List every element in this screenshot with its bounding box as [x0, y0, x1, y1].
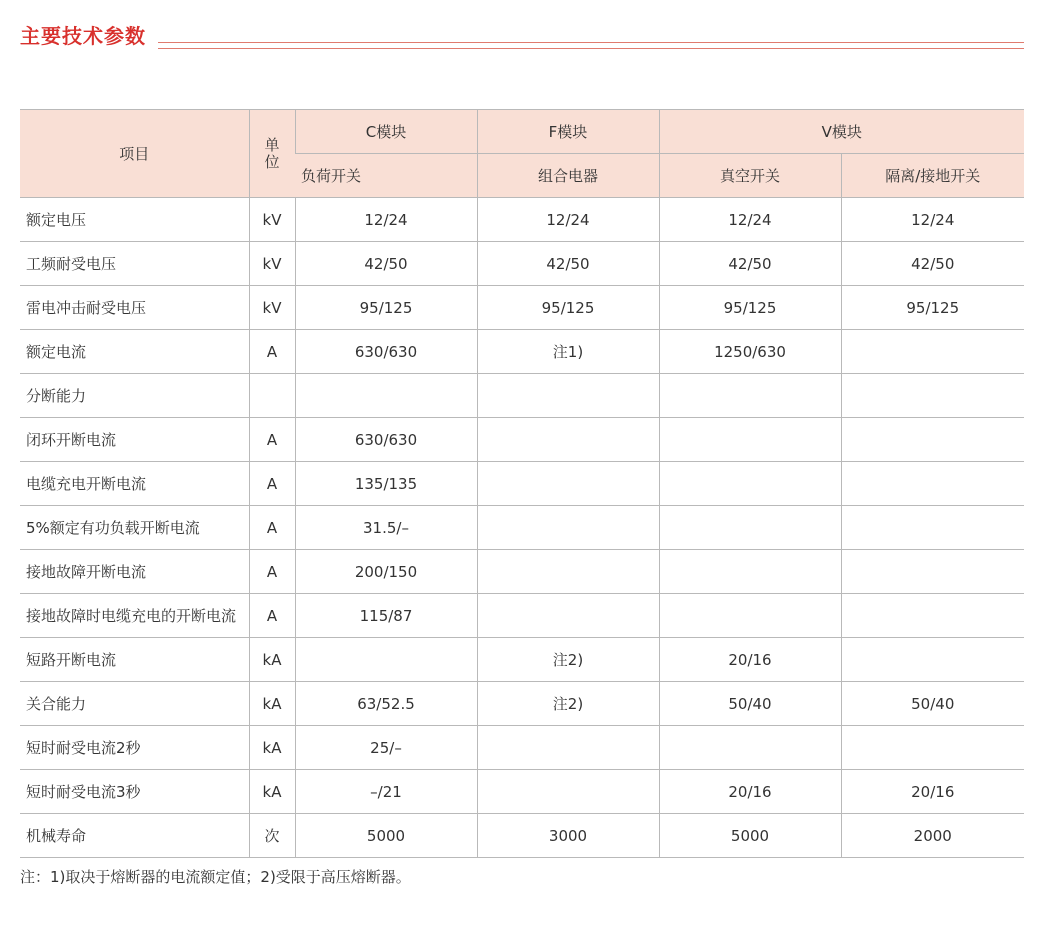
row-item: 短时耐受电流2秒	[20, 726, 249, 770]
table-row	[20, 770, 1024, 814]
row-item: 雷电冲击耐受电压	[20, 286, 249, 330]
table-row	[20, 462, 1024, 506]
subheader-vacuum-switch: 真空开关	[659, 154, 841, 198]
subheader-isolating-earthing: 隔离/接地开关	[841, 154, 1024, 198]
cell-v-vacuum: 42/50	[659, 242, 841, 286]
cell-v-isolating	[841, 462, 1024, 506]
table-row	[20, 286, 1024, 330]
cell-c-module	[295, 374, 477, 418]
cell-v-vacuum: 20/16	[659, 770, 841, 814]
row-item: 工频耐受电压	[20, 242, 249, 286]
cell-c-module: 5000	[295, 814, 477, 858]
cell-f-module	[477, 462, 659, 506]
section-title-bar	[20, 18, 1024, 52]
cell-v-isolating: 95/125	[841, 286, 1024, 330]
cell-v-vacuum	[659, 506, 841, 550]
cell-v-vacuum	[659, 726, 841, 770]
cell-v-isolating: 50/40	[841, 682, 1024, 726]
table-row	[20, 550, 1024, 594]
table-row	[20, 418, 1024, 462]
table-row	[20, 330, 1024, 374]
row-item: 额定电压	[20, 198, 249, 242]
footnote: 注：1)取决于熔断器的电流额定值；2)受限于高压熔断器。	[20, 868, 411, 886]
cell-f-module	[477, 726, 659, 770]
row-item: 接地故障时电缆充电的开断电流	[20, 594, 249, 638]
row-unit: A	[249, 330, 295, 374]
group-header-f: F模块	[477, 110, 659, 154]
subheader-combination: 组合电器	[477, 154, 659, 198]
group-header-v: V模块	[659, 110, 1024, 154]
row-unit: kV	[249, 286, 295, 330]
cell-c-module: 630/630	[295, 330, 477, 374]
cell-v-isolating	[841, 506, 1024, 550]
cell-c-module: –/21	[295, 770, 477, 814]
row-unit: A	[249, 462, 295, 506]
cell-f-module	[477, 506, 659, 550]
table-row	[20, 682, 1024, 726]
cell-v-isolating	[841, 330, 1024, 374]
table-row	[20, 374, 1024, 418]
row-item: 电缆充电开断电流	[20, 462, 249, 506]
table-header-row	[20, 110, 1024, 154]
cell-f-module: 3000	[477, 814, 659, 858]
cell-f-module: 12/24	[477, 198, 659, 242]
cell-f-module: 42/50	[477, 242, 659, 286]
table-row	[20, 198, 1024, 242]
cell-c-module: 31.5/–	[295, 506, 477, 550]
row-unit: kA	[249, 682, 295, 726]
cell-v-isolating	[841, 638, 1024, 682]
row-item: 机械寿命	[20, 814, 249, 858]
cell-f-module	[477, 374, 659, 418]
row-unit: kV	[249, 242, 295, 286]
row-item: 闭环开断电流	[20, 418, 249, 462]
cell-f-module	[477, 594, 659, 638]
cell-f-module	[477, 770, 659, 814]
row-unit: A	[249, 550, 295, 594]
row-item: 5%额定有功负载开断电流	[20, 506, 249, 550]
table-row	[20, 242, 1024, 286]
cell-v-vacuum	[659, 550, 841, 594]
cell-f-module: 95/125	[477, 286, 659, 330]
cell-c-module: 200/150	[295, 550, 477, 594]
row-unit: kA	[249, 726, 295, 770]
item-column-header: 项目	[20, 110, 249, 198]
row-item: 分断能力	[20, 374, 249, 418]
spec-table	[20, 109, 1024, 858]
cell-v-vacuum	[659, 594, 841, 638]
cell-c-module: 95/125	[295, 286, 477, 330]
row-item: 短路开断电流	[20, 638, 249, 682]
row-item: 短时耐受电流3秒	[20, 770, 249, 814]
row-unit: A	[249, 594, 295, 638]
cell-v-isolating: 12/24	[841, 198, 1024, 242]
unit-header-char: 单	[264, 135, 280, 154]
cell-f-module: 注2)	[477, 638, 659, 682]
row-item: 额定电流	[20, 330, 249, 374]
page-title: 主要技术参数	[20, 24, 146, 48]
row-item: 接地故障开断电流	[20, 550, 249, 594]
cell-v-isolating: 2000	[841, 814, 1024, 858]
cell-v-isolating	[841, 374, 1024, 418]
cell-v-isolating	[841, 726, 1024, 770]
cell-f-module: 注1)	[477, 330, 659, 374]
unit-column-header	[249, 110, 295, 198]
cell-v-isolating: 42/50	[841, 242, 1024, 286]
cell-f-module: 注2)	[477, 682, 659, 726]
cell-c-module: 42/50	[295, 242, 477, 286]
cell-v-vacuum: 50/40	[659, 682, 841, 726]
row-unit: 次	[249, 814, 295, 858]
title-divider	[158, 42, 1024, 49]
cell-c-module: 630/630	[295, 418, 477, 462]
cell-c-module: 135/135	[295, 462, 477, 506]
cell-v-vacuum: 95/125	[659, 286, 841, 330]
table-row	[20, 726, 1024, 770]
cell-v-isolating	[841, 418, 1024, 462]
cell-v-vacuum	[659, 374, 841, 418]
table-row	[20, 506, 1024, 550]
cell-c-module: 115/87	[295, 594, 477, 638]
cell-v-vacuum: 1250/630	[659, 330, 841, 374]
group-header-c: C模块	[295, 110, 477, 154]
cell-c-module: 63/52.5	[295, 682, 477, 726]
cell-c-module: 25/–	[295, 726, 477, 770]
row-item: 关合能力	[20, 682, 249, 726]
subheader-load-switch: 负荷开关	[295, 154, 477, 198]
row-unit: kV	[249, 198, 295, 242]
unit-header-char: 位	[264, 152, 280, 171]
cell-v-isolating	[841, 594, 1024, 638]
cell-c-module: 12/24	[295, 198, 477, 242]
row-unit	[249, 374, 295, 418]
cell-v-vacuum: 20/16	[659, 638, 841, 682]
row-unit: A	[249, 418, 295, 462]
cell-v-vacuum: 5000	[659, 814, 841, 858]
table-row	[20, 814, 1024, 858]
spec-table-body	[20, 198, 1024, 858]
cell-v-isolating: 20/16	[841, 770, 1024, 814]
table-row	[20, 638, 1024, 682]
row-unit: A	[249, 506, 295, 550]
table-row	[20, 594, 1024, 638]
row-unit: kA	[249, 770, 295, 814]
cell-f-module	[477, 418, 659, 462]
cell-v-vacuum	[659, 462, 841, 506]
cell-v-vacuum: 12/24	[659, 198, 841, 242]
cell-f-module	[477, 550, 659, 594]
cell-v-isolating	[841, 550, 1024, 594]
cell-v-vacuum	[659, 418, 841, 462]
row-unit: kA	[249, 638, 295, 682]
cell-c-module	[295, 638, 477, 682]
